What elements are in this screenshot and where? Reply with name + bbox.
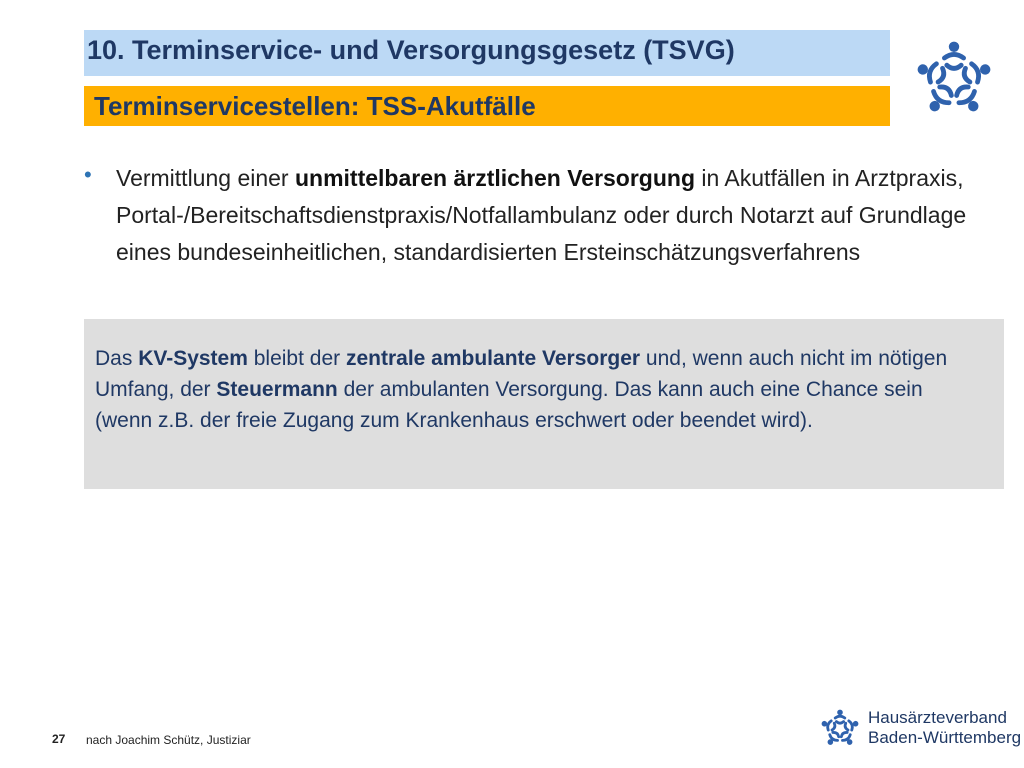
slide-title: 10. Terminservice- und Versorgungsgesetz (TSVG) [87,35,735,65]
bullet-dot-icon: • [84,162,92,187]
bullet-emphasis: unmittelbaren ärztlichen Versorgung [294,165,696,191]
footer-note: nach Joachim Schütz, Justiziar [86,733,251,747]
brand-line-2: Baden-Württemberg [868,728,1022,747]
bullet-text [116,160,976,271]
hausaerzteverband-logo-icon [914,38,994,118]
slide-subtitle: Terminservicestellen: TSS-Akutfälle [94,91,536,121]
note-text-part: bleibt der [247,347,346,370]
page-number: 27 [52,732,66,746]
bullet-text-part: Vermittlung einer [116,165,295,191]
note-emphasis-steuermann: Steuermann [216,378,338,401]
note-text-part: Das [95,347,139,370]
note-text-part: und, wenn auch nicht im nötigen Umfang, der [95,347,948,401]
subtitle-bar [84,86,890,126]
note-emphasis-versorger: zentrale ambulante Versorger [345,347,641,370]
note-text-part: der ambulanten Versorgung. Das kann auch eine Chance sein (wenn z.B. der freie Zugang zum Krankenhaus erschwert oder beendet wird). [95,378,923,432]
brand-line-1: Hausärzteverband [868,708,1007,727]
brand-wordmark [868,708,1021,748]
bullet-text-part: in Akutfällen in Arztpraxis, Portal-/Bereitschaftsdienstpraxis/Notfallambulanz oder durch Notarzt auf Grundlage eines bundeseinheitlichen, standardisierten Ersteinschätzungsverfahrens [116,165,967,265]
title-bar [84,30,890,76]
note-text [95,343,985,436]
note-emphasis-kv-system: KV-System [138,347,248,370]
note-box [84,319,1004,489]
hausaerzteverband-logo-icon [820,708,860,748]
